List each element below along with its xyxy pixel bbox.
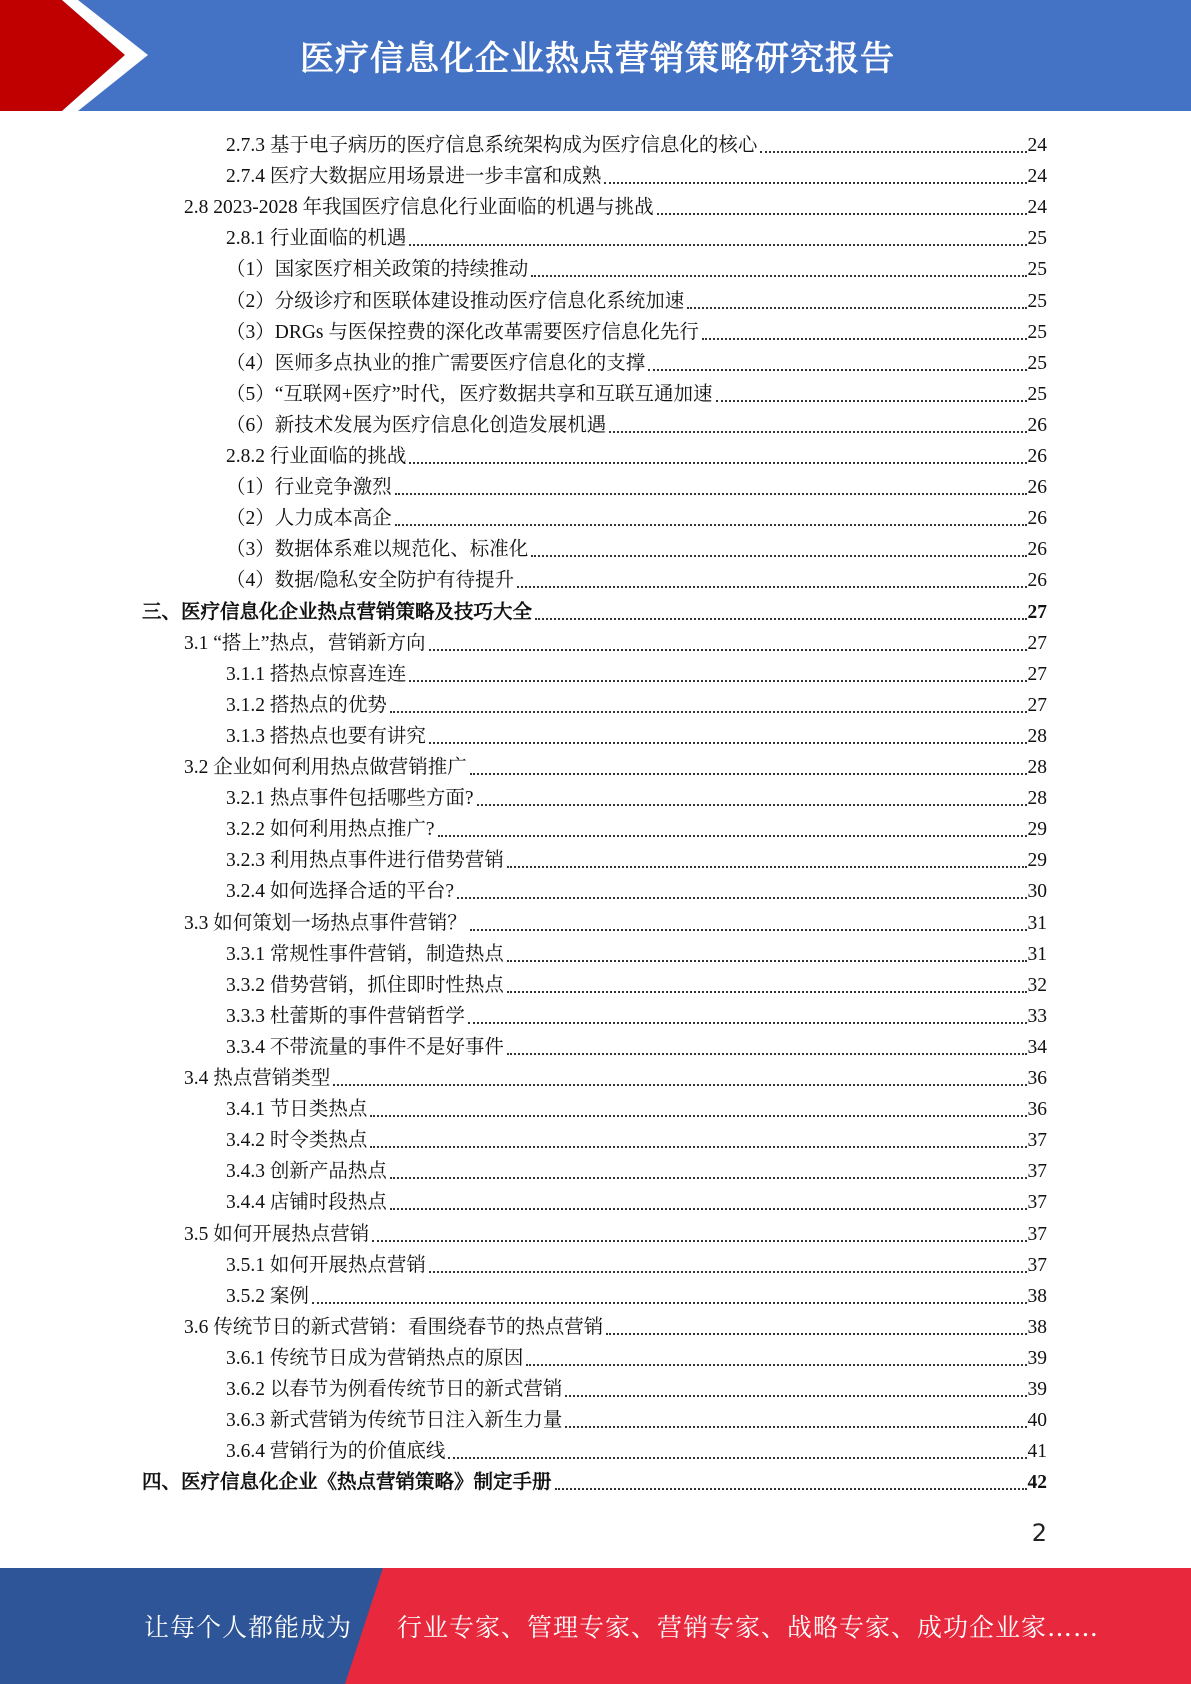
toc-entry[interactable] <box>226 873 1047 904</box>
toc-entry-page: 31 <box>1027 912 1047 934</box>
toc-dot-leader <box>565 1395 1026 1397</box>
toc-entry-page: 26 <box>1027 477 1047 499</box>
toc-entry-page: 26 <box>1027 570 1047 592</box>
toc-dot-leader <box>507 1053 1027 1055</box>
toc-entry[interactable] <box>226 967 1047 998</box>
toc-dot-leader <box>565 1426 1026 1428</box>
toc-dot-leader <box>609 431 1026 433</box>
toc-entry-page: 37 <box>1027 1130 1047 1152</box>
toc-entry[interactable] <box>142 1464 1047 1495</box>
toc-entry-title: （3）数据体系难以规范化、标准化 <box>226 539 529 561</box>
toc-entry-title: 3.4.4 店铺时段热点 <box>226 1192 387 1214</box>
toc-dot-leader <box>477 804 1027 806</box>
toc-entry-page: 27 <box>1027 694 1047 716</box>
toc-entry-title: 3.3.3 杜蕾斯的事件营销哲学 <box>226 1005 465 1027</box>
toc-entry-title: 2.7.4 医疗大数据应用场景进一步丰富和成熟 <box>226 166 602 188</box>
toc-dot-leader <box>390 711 1027 713</box>
toc-entry-title: 3.2.2 如何利用热点推广? <box>226 819 435 841</box>
toc-entry-page: 38 <box>1027 1285 1047 1307</box>
footer-banner <box>0 1568 1191 1684</box>
toc-entry[interactable] <box>226 500 1047 531</box>
toc-entry[interactable] <box>226 283 1047 314</box>
toc-entry-page: 24 <box>1027 135 1047 156</box>
toc-entry-title: 3.1.2 搭热点的优势 <box>226 694 387 716</box>
toc-dot-leader <box>555 1488 1027 1490</box>
toc-entry[interactable] <box>184 905 1047 936</box>
toc-dot-leader <box>409 462 1026 464</box>
toc-entry-title: 3.1.3 搭热点也要有讲究 <box>226 725 426 747</box>
toc-dot-leader <box>409 680 1026 682</box>
toc-entry-title: 四、医疗信息化企业《热点营销策略》制定手册 <box>142 1472 552 1494</box>
toc-entry-title: 3.6.2 以春节为例看传统节日的新式营销 <box>226 1379 563 1400</box>
toc-entry-page: 37 <box>1027 1192 1047 1214</box>
toc-dot-leader <box>395 524 1027 526</box>
toc-entry[interactable] <box>184 189 1047 220</box>
toc-entry[interactable] <box>226 562 1047 593</box>
toc-entry-page: 27 <box>1027 663 1047 685</box>
toc-dot-leader <box>470 929 1027 931</box>
toc-dot-leader <box>526 1364 1026 1366</box>
toc-entry-page: 34 <box>1027 1036 1047 1058</box>
toc-dot-leader <box>535 618 1026 620</box>
toc-entry[interactable] <box>226 936 1047 967</box>
document-title: 医疗信息化企业热点营销策略研究报告 <box>300 39 895 79</box>
toc-entry-page: 25 <box>1027 290 1047 312</box>
toc-entry-title: （2）人力成本高企 <box>226 508 392 530</box>
toc-entry[interactable] <box>226 1184 1047 1215</box>
toc-dot-leader <box>395 493 1027 495</box>
toc-entry-title: 3.4.1 节日类热点 <box>226 1099 368 1121</box>
toc-entry[interactable] <box>184 1216 1047 1247</box>
toc-entry[interactable] <box>226 1402 1047 1433</box>
toc-dot-leader <box>531 555 1026 557</box>
toc-entry[interactable] <box>226 1371 1047 1402</box>
toc-entry-page: 39 <box>1027 1379 1047 1400</box>
toc-entry[interactable] <box>184 1060 1047 1091</box>
toc-entry[interactable] <box>226 220 1047 251</box>
toc-entry-title: （5）“互联网+医疗”时代，医疗数据共享和互联互通加速 <box>226 383 713 405</box>
toc-entry-page: 28 <box>1027 725 1047 747</box>
toc-entry-title: 3.6.3 新式营销为传统节日注入新生力量 <box>226 1410 563 1432</box>
toc-entry-title: （3）DRGs 与医保控费的深化改革需要医疗信息化先行 <box>226 321 699 343</box>
toc-entry-title: 3.2.1 热点事件包括哪些方面? <box>226 788 474 810</box>
toc-entry[interactable] <box>226 842 1047 873</box>
toc-entry[interactable] <box>184 625 1047 656</box>
toc-entry[interactable] <box>226 345 1047 376</box>
toc-dot-leader <box>312 1302 1027 1304</box>
toc-entry[interactable] <box>184 749 1047 780</box>
toc-dot-leader <box>687 307 1026 309</box>
toc-entry-page: 27 <box>1027 632 1047 654</box>
toc-entry-page: 28 <box>1027 788 1047 810</box>
toc-entry-title: （4）数据/隐私安全防护有待提升 <box>226 570 515 592</box>
toc-dot-leader <box>457 897 1026 899</box>
toc-dot-leader <box>604 182 1026 184</box>
toc-entry[interactable] <box>226 531 1047 562</box>
toc-entry[interactable] <box>226 314 1047 345</box>
toc-dot-leader <box>372 1240 1026 1242</box>
toc-entry-title: 2.8 2023-2028 年我国医疗信息化行业面临的机遇与挑战 <box>184 197 654 219</box>
toc-entry-title: 2.7.3 基于电子病历的医疗信息系统架构成为医疗信息化的核心 <box>226 135 758 156</box>
toc-dot-leader <box>760 151 1026 153</box>
toc-dot-leader <box>507 960 1027 962</box>
toc-dot-leader <box>531 275 1026 277</box>
toc-entry-title: 3.6.1 传统节日成为营销热点的原因 <box>226 1347 524 1369</box>
toc-entry-title: （6）新技术发展为医疗信息化创造发展机遇 <box>226 414 607 436</box>
toc-entry-title: 三、医疗信息化企业热点营销策略及技巧大全 <box>142 601 533 623</box>
toc-entry-page: 31 <box>1027 943 1047 965</box>
toc-entry-page: 25 <box>1027 352 1047 374</box>
toc-entry-title: 3.2 企业如何利用热点做营销推广 <box>184 757 467 778</box>
toc-entry-page: 37 <box>1027 1254 1047 1276</box>
toc-entry-page: 37 <box>1027 1161 1047 1183</box>
toc-dot-leader <box>390 1177 1027 1179</box>
toc-dot-leader <box>448 1457 1026 1459</box>
toc-entry-title: 3.6 传统节日的新式营销：看围绕春节的热点营销 <box>184 1316 604 1338</box>
toc-entry-page: 24 <box>1027 166 1047 188</box>
toc-entry-title: 3.5.1 如何开展热点营销 <box>226 1254 426 1276</box>
toc-dot-leader <box>468 1022 1027 1024</box>
toc-entry-page: 26 <box>1027 414 1047 436</box>
toc-entry[interactable] <box>226 811 1047 842</box>
toc-dot-leader <box>429 1271 1027 1273</box>
toc-entry-page: 24 <box>1027 197 1047 219</box>
toc-entry[interactable] <box>184 1309 1047 1340</box>
toc-dot-leader <box>470 773 1027 775</box>
toc-dot-leader <box>716 400 1027 402</box>
toc-dot-leader <box>409 244 1026 246</box>
toc-dot-leader <box>370 1146 1026 1148</box>
toc-entry[interactable] <box>226 127 1047 158</box>
toc-dot-leader <box>333 1084 1026 1086</box>
toc-entry[interactable] <box>226 1153 1047 1184</box>
toc-dot-leader <box>429 649 1027 651</box>
toc-entry-title: 2.8.1 行业面临的机遇 <box>226 228 407 250</box>
toc-dot-leader <box>370 1115 1026 1117</box>
toc-entry-title: 3.3.2 借势营销，抓住即时性热点 <box>226 974 504 996</box>
toc-entry[interactable] <box>226 1247 1047 1278</box>
toc-entry-page: 40 <box>1027 1410 1047 1432</box>
header-banner <box>0 0 1191 111</box>
toc-entry-title: 3.1.1 搭热点惊喜连连 <box>226 663 407 685</box>
page-number: 2 <box>1031 1519 1047 1547</box>
toc-entry[interactable] <box>226 376 1047 407</box>
toc-entry-page: 28 <box>1027 757 1047 778</box>
toc-entry-title: 3.3 如何策划一场热点事件营销？ <box>184 912 467 934</box>
toc-entry-page: 36 <box>1027 1068 1047 1089</box>
toc-entry-page: 26 <box>1027 508 1047 530</box>
toc-entry[interactable] <box>226 1278 1047 1309</box>
toc-entry[interactable] <box>226 687 1047 718</box>
toc-entry-page: 25 <box>1027 321 1047 343</box>
toc-entry-page: 39 <box>1027 1347 1047 1369</box>
toc-entry[interactable] <box>226 656 1047 687</box>
toc-entry[interactable] <box>226 780 1047 811</box>
toc-entry-title: 3.4.2 时令类热点 <box>226 1130 368 1152</box>
toc-entry-page: 42 <box>1027 1472 1047 1494</box>
toc-entry-title: （1）行业竞争激烈 <box>226 477 392 499</box>
toc-entry-page: 41 <box>1027 1441 1047 1463</box>
toc-entry-page: 26 <box>1027 446 1047 467</box>
toc-entry-title: 3.4 热点营销类型 <box>184 1068 331 1089</box>
toc-entry-page: 25 <box>1027 259 1047 281</box>
toc-entry-page: 25 <box>1027 383 1047 405</box>
toc-entry-title: （4）医师多点执业的推广需要医疗信息化的支撑 <box>226 352 646 374</box>
header-arrow-decoration <box>0 0 200 111</box>
footer-slogan-left: 让每个人都能成为 <box>144 1613 353 1642</box>
toc-entry-page: 29 <box>1027 850 1047 872</box>
toc-entry[interactable] <box>142 594 1047 625</box>
toc-entry[interactable] <box>226 158 1047 189</box>
toc-entry[interactable] <box>226 1340 1047 1371</box>
toc-dot-leader <box>507 866 1027 868</box>
toc-dot-leader <box>648 369 1026 371</box>
toc-entry-title: 3.3.4 不带流量的事件不是好事件 <box>226 1036 504 1058</box>
toc-entry[interactable] <box>226 1091 1047 1122</box>
toc-entry-title: 3.5 如何开展热点营销 <box>184 1223 370 1245</box>
toc-entry-page: 27 <box>1027 601 1047 623</box>
toc-entry-title: 3.2.4 如何选择合适的平台? <box>226 881 455 903</box>
toc-entry-title: （2）分级诊疗和医联体建设推动医疗信息化系统加速 <box>226 290 685 312</box>
toc-entry[interactable] <box>226 1122 1047 1153</box>
toc-entry[interactable] <box>226 469 1047 500</box>
toc-entry-page: 38 <box>1027 1316 1047 1338</box>
toc-dot-leader <box>429 742 1027 744</box>
toc-entry[interactable] <box>226 998 1047 1029</box>
toc-dot-leader <box>438 835 1027 837</box>
toc-entry[interactable] <box>226 407 1047 438</box>
toc-entry-page: 26 <box>1027 539 1047 561</box>
toc-entry-title: 3.2.3 利用热点事件进行借势营销 <box>226 850 504 872</box>
toc-entry[interactable] <box>226 718 1047 749</box>
toc-dot-leader <box>507 991 1027 993</box>
toc-entry[interactable] <box>226 1433 1047 1464</box>
toc-entry-title: 3.4.3 创新产品热点 <box>226 1161 387 1183</box>
toc-entry-title: 3.1 “搭上”热点，营销新方向 <box>184 632 426 654</box>
toc-dot-leader <box>702 338 1027 340</box>
toc-entry-page: 29 <box>1027 819 1047 841</box>
toc-entry-page: 32 <box>1027 974 1047 996</box>
toc-entry-page: 37 <box>1027 1223 1047 1245</box>
footer-slogan-right: 行业专家、管理专家、营销专家、战略专家、成功企业家…… <box>397 1613 1100 1642</box>
toc-entry[interactable] <box>226 438 1047 469</box>
toc-entry-title: 3.3.1 常规性事件营销，制造热点 <box>226 943 504 965</box>
toc-entry[interactable] <box>226 1029 1047 1060</box>
toc-entry-page: 30 <box>1027 881 1047 903</box>
toc-entry-page: 36 <box>1027 1099 1047 1121</box>
toc-entry-title: 3.6.4 营销行为的价值底线 <box>226 1441 446 1463</box>
toc-entry-title: 3.5.2 案例 <box>226 1285 309 1307</box>
toc-entry-title: 2.8.2 行业面临的挑战 <box>226 446 407 467</box>
toc-entry-page: 25 <box>1027 228 1047 250</box>
toc-dot-leader <box>657 213 1027 215</box>
toc-entry-title: （1）国家医疗相关政策的持续推动 <box>226 259 529 281</box>
toc-dot-leader <box>390 1208 1027 1210</box>
toc-dot-leader <box>517 586 1026 588</box>
toc-entry[interactable] <box>226 251 1047 282</box>
toc-entry-page: 33 <box>1027 1005 1047 1027</box>
toc-dot-leader <box>606 1333 1026 1335</box>
